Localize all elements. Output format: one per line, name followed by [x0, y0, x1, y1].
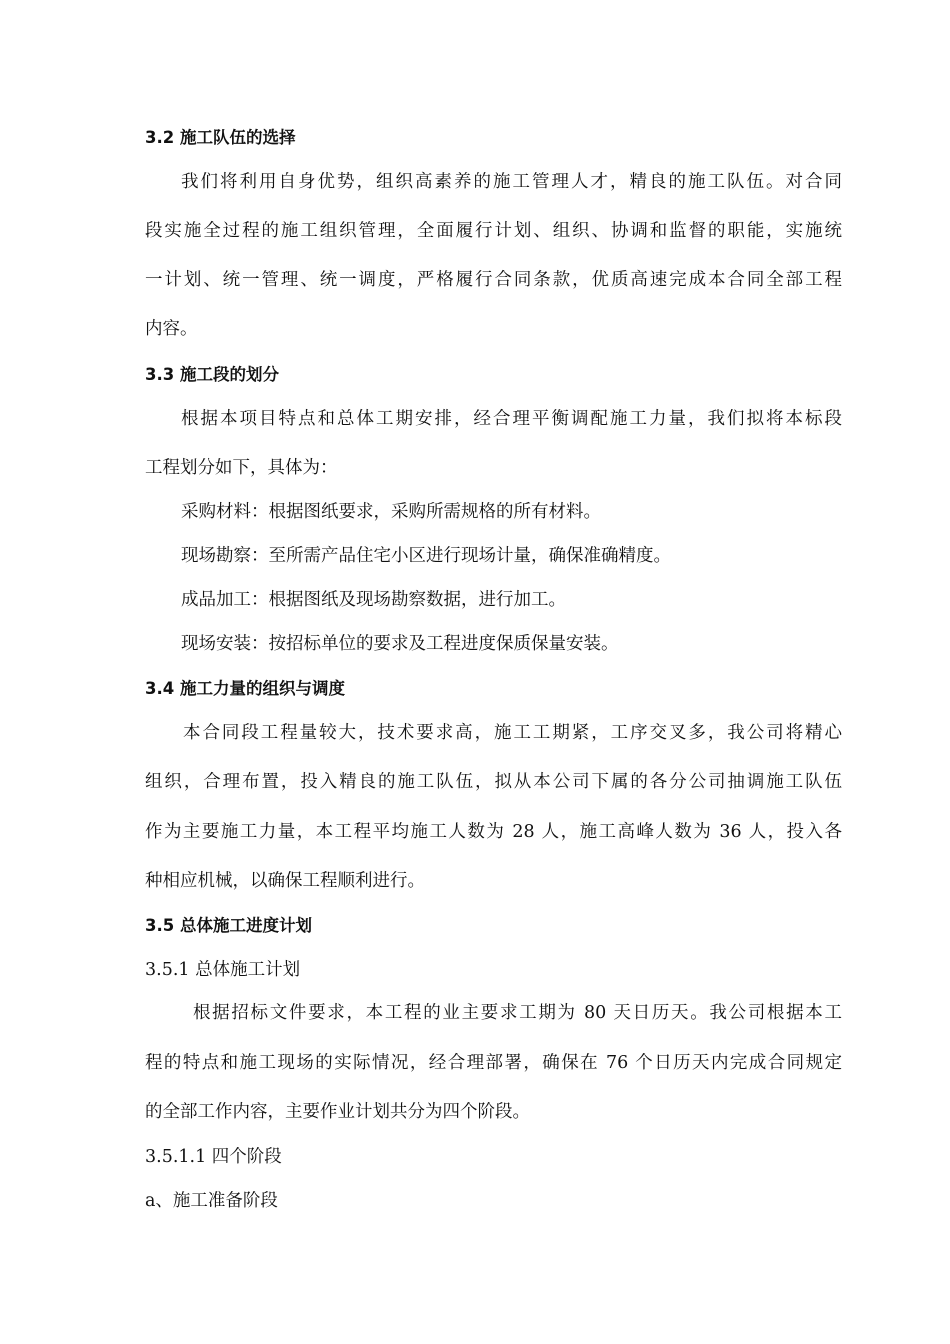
paragraph-line: 种相应机械，以确保工程顺利进行。	[145, 871, 425, 891]
list-item: 现场勘察：至所需产品住宅小区进行现场计量，确保准确精度。	[181, 546, 671, 566]
paragraph-line: 组织，合理布置，投入精良的施工队伍，拟从本公司下属的各分公司抽调施工队伍	[145, 772, 842, 792]
paragraph-line: 程的特点和施工现场的实际情况，经合理部署，确保在 76 个日历天内完成合同规定	[145, 1053, 842, 1073]
sub-heading-3-5-1: 3.5.1 总体施工计划	[145, 960, 301, 980]
sub-sub-heading-3-5-1-1: 3.5.1.1 四个阶段	[145, 1147, 282, 1167]
list-item: 现场安装：按招标单位的要求及工程进度保质保量安装。	[181, 634, 619, 654]
paragraph-line: 段实施全过程的施工组织管理，全面履行计划、组织、协调和监督的职能，实施统	[145, 221, 842, 241]
list-item: 成品加工：根据图纸及现场勘察数据，进行加工。	[181, 590, 566, 610]
section-heading-3-2: 3.2 施工队伍的选择	[145, 128, 296, 147]
section-heading-3-5: 3.5 总体施工进度计划	[145, 916, 312, 935]
section-heading-3-4: 3.4 施工力量的组织与调度	[145, 679, 345, 698]
paragraph-line: 根据本项目特点和总体工期安排，经合理平衡调配施工力量，我们拟将本标段	[181, 409, 842, 429]
paragraph-line: 工程划分如下，具体为：	[145, 458, 338, 478]
paragraph-line: 本合同段工程量较大，技术要求高，施工工期紧，工序交叉多，我公司将精心	[183, 723, 842, 743]
paragraph-line: 我们将利用自身优势，组织高素养的施工管理人才，精良的施工队伍。对合同	[181, 172, 842, 192]
section-heading-3-3: 3.3 施工段的划分	[145, 365, 279, 384]
paragraph-line: 作为主要施工力量，本工程平均施工人数为 28 人，施工高峰人数为 36 人，投入各	[145, 822, 842, 842]
paragraph-line: 一计划、统一管理、统一调度，严格履行合同条款，优质高速完成本合同全部工程	[145, 270, 842, 290]
list-item: 采购材料：根据图纸要求，采购所需规格的所有材料。	[181, 502, 601, 522]
paragraph-line: 的全部工作内容，主要作业计划共分为四个阶段。	[145, 1102, 530, 1122]
paragraph-line: 根据招标文件要求，本工程的业主要求工期为 80 天日历天。我公司根据本工	[193, 1003, 842, 1023]
stage-a-label: a、施工准备阶段	[145, 1191, 278, 1211]
paragraph-line: 内容。	[145, 319, 198, 339]
